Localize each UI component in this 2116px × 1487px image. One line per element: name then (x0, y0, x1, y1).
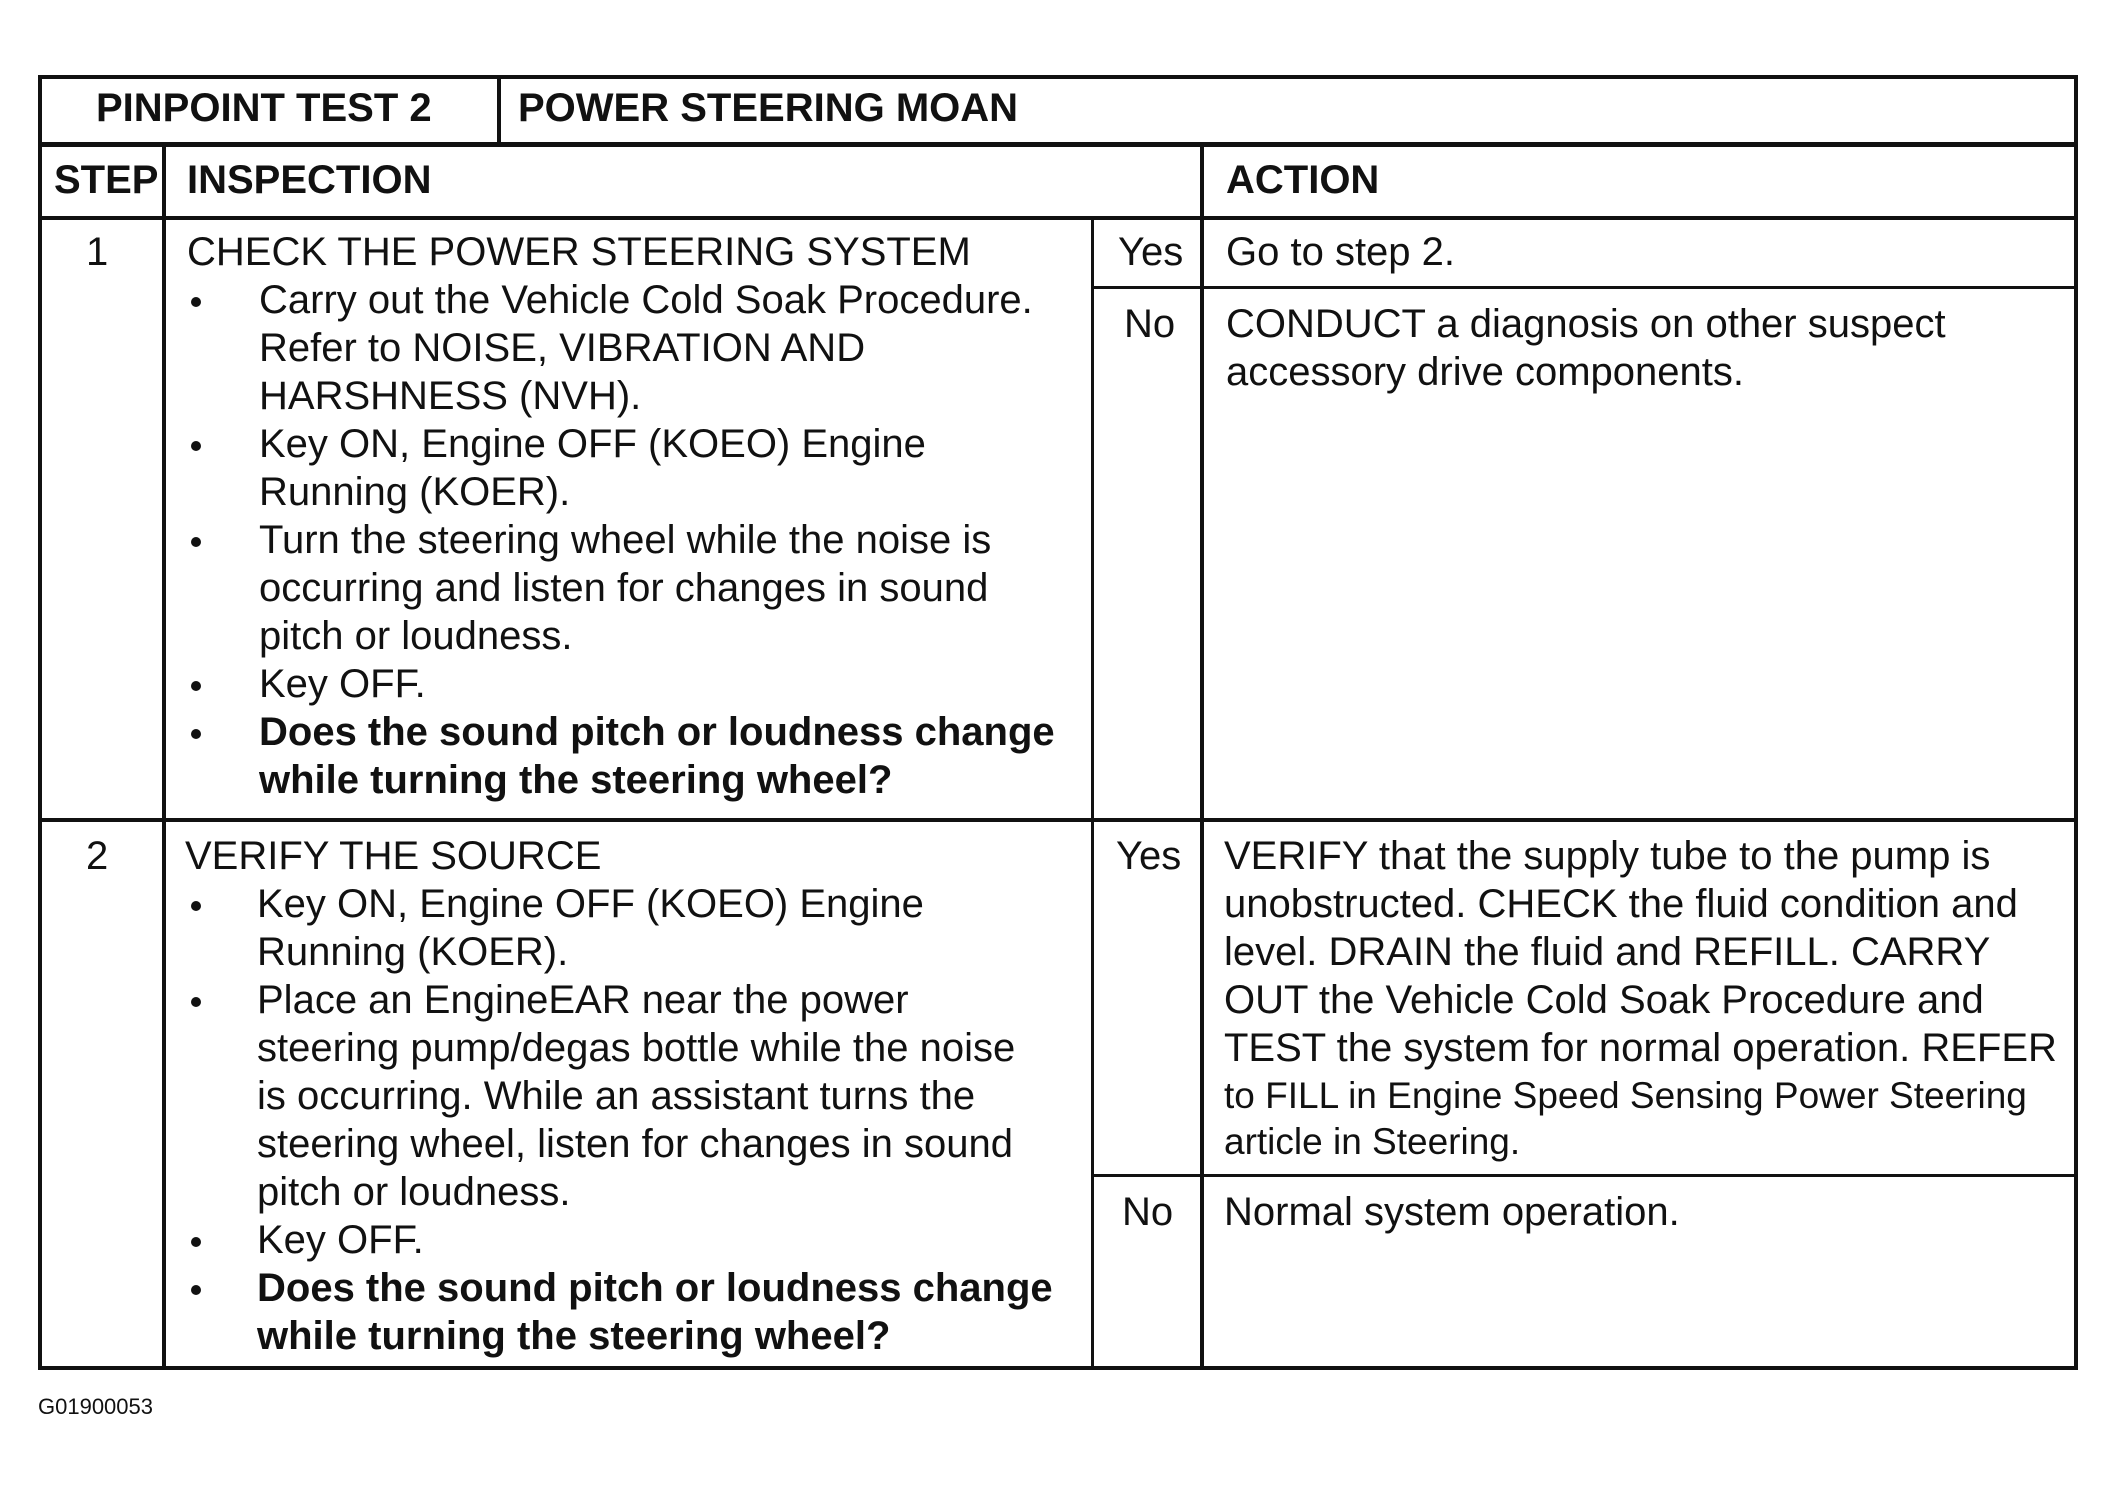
yes-label: Yes (1116, 834, 1182, 878)
table-border (38, 216, 2078, 220)
inspection-text: steering pump/degas bottle while the noise (257, 1026, 1016, 1070)
table-border (38, 818, 2078, 822)
table-border (1200, 144, 1204, 1368)
table-border (1091, 286, 2078, 289)
bullet-icon (191, 441, 201, 451)
inspection-text: Key ON, Engine OFF (KOEO) Engine (259, 422, 926, 466)
bullet-icon (191, 681, 201, 691)
inspection-title: VERIFY THE SOURCE (185, 834, 602, 878)
inspection-text: Running (KOER). (259, 470, 571, 514)
table-border (497, 75, 501, 144)
action-text: accessory drive components. (1226, 350, 1745, 394)
bullet-icon (191, 297, 201, 307)
figure-id: G01900053 (38, 1394, 153, 1419)
action-text: level. DRAIN the fluid and REFILL. CARRY (1224, 930, 1991, 974)
inspection-text: is occurring. While an assistant turns the (257, 1074, 976, 1118)
action-text: CONDUCT a diagnosis on other suspect (1226, 302, 1946, 346)
action-text: to FILL in Engine Speed Sensing Power Steering (1224, 1075, 2027, 1116)
inspection-text: Running (KOER). (257, 930, 569, 974)
inspection-text: Place an EngineEAR near the power (257, 978, 909, 1022)
step-number: 2 (86, 834, 109, 878)
inspection-text: pitch or loudness. (257, 1170, 571, 1214)
inspection-question: Does the sound pitch or loudness change (259, 710, 1055, 754)
table-border (1091, 218, 1094, 1368)
column-header-inspection: INSPECTION (187, 158, 432, 202)
inspection-text: occurring and listen for changes in sound (259, 566, 989, 610)
bullet-icon (191, 537, 201, 547)
inspection-text: Key ON, Engine OFF (KOEO) Engine (257, 882, 924, 926)
bullet-icon (191, 901, 201, 911)
action-text: unobstructed. CHECK the fluid condition and (1224, 882, 2018, 926)
yes-label: Yes (1118, 230, 1184, 274)
inspection-question: while turning the steering wheel? (257, 1314, 891, 1358)
inspection-title: CHECK THE POWER STEERING SYSTEM (187, 230, 971, 274)
inspection-text: Key OFF. (257, 1218, 424, 1262)
bullet-icon (191, 1237, 201, 1247)
no-label: No (1124, 302, 1176, 346)
test-number-label: PINPOINT TEST 2 (96, 86, 432, 130)
table-border (1091, 1174, 2078, 1177)
inspection-text: Turn the steering wheel while the noise is (259, 518, 992, 562)
action-text: article in Steering. (1224, 1121, 1521, 1162)
action-text: VERIFY that the supply tube to the pump is (1224, 834, 1991, 878)
action-text: OUT the Vehicle Cold Soak Procedure and (1224, 978, 1984, 1022)
inspection-text: Carry out the Vehicle Cold Soak Procedure. (259, 278, 1033, 322)
column-header-step: STEP (54, 158, 159, 202)
test-title: POWER STEERING MOAN (518, 86, 1019, 130)
bullet-icon (191, 729, 201, 739)
table-border (38, 75, 2078, 79)
bullet-icon (191, 997, 201, 1007)
inspection-question: Does the sound pitch or loudness change (257, 1266, 1053, 1310)
bullet-icon (191, 1285, 201, 1295)
action-text: Normal system operation. (1224, 1190, 1680, 1234)
inspection-text: Key OFF. (259, 662, 426, 706)
inspection-question: while turning the steering wheel? (259, 758, 893, 802)
inspection-text: HARSHNESS (NVH). (259, 374, 642, 418)
inspection-text: Refer to NOISE, VIBRATION AND (259, 326, 866, 370)
inspection-text: pitch or loudness. (259, 614, 573, 658)
table-border (162, 144, 166, 1368)
table-border (38, 75, 42, 1370)
inspection-text: steering wheel, listen for changes in sound (257, 1122, 1014, 1166)
action-text: TEST the system for normal operation. REFER (1224, 1026, 2057, 1070)
table-border (38, 142, 2078, 147)
no-label: No (1122, 1190, 1174, 1234)
step-number: 1 (86, 230, 109, 274)
table-border (38, 1366, 2078, 1370)
action-text: Go to step 2. (1226, 230, 1456, 274)
column-header-action: ACTION (1226, 158, 1380, 202)
